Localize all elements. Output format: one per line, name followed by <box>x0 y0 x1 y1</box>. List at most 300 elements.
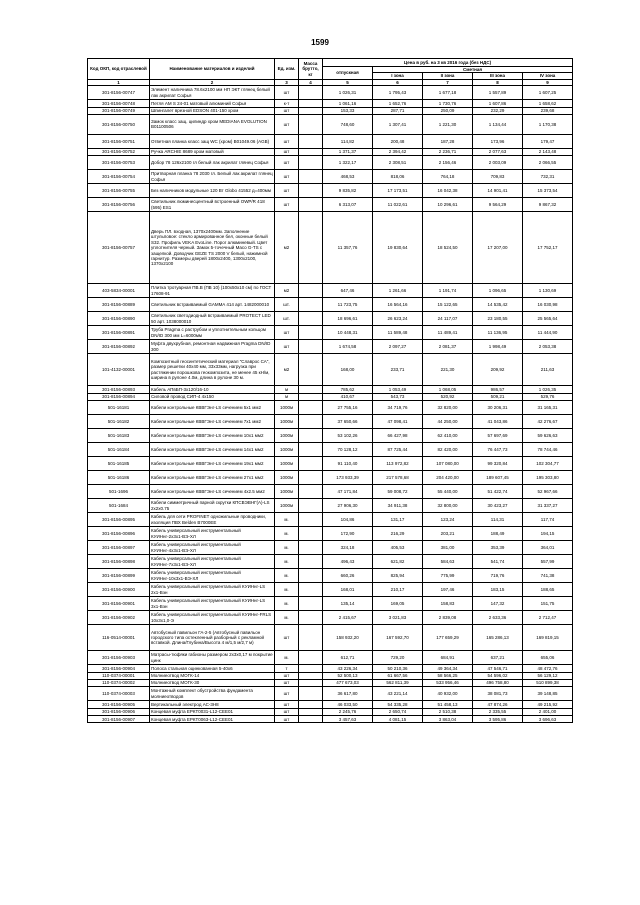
column-index: 2 <box>150 79 275 85</box>
column-index: 1 <box>88 79 150 85</box>
row-release-price: 43 226,34 <box>323 665 373 672</box>
row-zone-1-price: 2 097,27 <box>373 340 423 354</box>
row-release-price: 1 061,16 <box>323 100 373 107</box>
row-name: Петля AM S 24-01 матовый алюминий Софья <box>150 100 275 107</box>
row-unit: шт <box>275 134 299 148</box>
row-code: 301-8156-00747 <box>88 86 150 100</box>
row-mass <box>299 541 323 555</box>
row-mass <box>299 184 323 198</box>
row-unit: м2 <box>275 284 299 298</box>
row-zone-3-price: 38 081,73 <box>473 687 523 701</box>
row-zone-4-price: 2 066,55 <box>523 156 573 170</box>
row-name: Молниеотвод МОГК-30 <box>150 679 275 686</box>
row-mass <box>299 134 323 148</box>
row-name: Без наличников модульные 120 Вт Globo 41552 д=400мм <box>150 184 275 198</box>
row-unit: 1000м <box>275 485 299 499</box>
row-unit: м2 <box>275 212 299 284</box>
row-zone-3-price: 2 633,36 <box>473 611 523 625</box>
row-mass <box>299 708 323 715</box>
row-name: Ручка ARCHIE 8689 хром матовый <box>150 148 275 155</box>
row-code: 301-8156-00748 <box>88 100 150 107</box>
column-index: 9 <box>523 79 573 85</box>
row-zone-1-price: 2 308,51 <box>373 156 423 170</box>
row-zone-1-price: 66 427,98 <box>373 429 423 443</box>
row-release-price: 477 673,03 <box>323 679 373 686</box>
row-zone-3-price: 57 697,69 <box>473 429 523 443</box>
row-release-price: 104,86 <box>323 513 373 527</box>
row-mass <box>299 527 323 541</box>
row-zone-1-price: 26 623,24 <box>373 312 423 326</box>
row-unit: 1000м <box>275 499 299 513</box>
row-zone-2-price: 3 863,04 <box>423 716 473 723</box>
row-name: Плитка тротуарная ПВ.В (ПВ 10) (100х50х10 см) по ГОСТ 17608-91 <box>150 284 275 298</box>
row-zone-1-price: 216,29 <box>373 527 423 541</box>
row-mass <box>299 485 323 499</box>
row-zone-1-price: 200,48 <box>373 134 423 148</box>
row-mass <box>299 471 323 485</box>
row-release-price: 785,62 <box>323 386 373 393</box>
table-row <box>88 611 573 625</box>
column-index: 5 <box>323 79 373 85</box>
table-body <box>88 86 573 723</box>
row-unit: 1000м <box>275 401 299 415</box>
row-zone-2-price: 32 820,00 <box>423 401 473 415</box>
table-row <box>88 326 573 340</box>
row-unit: м. <box>275 527 299 541</box>
row-zone-1-price: 1 261,66 <box>373 284 423 298</box>
row-code: 301-8156-00891 <box>88 326 150 340</box>
row-zone-1-price: 11 589,48 <box>373 326 423 340</box>
row-zone-3-price: 1 096,65 <box>473 284 523 298</box>
row-zone-3-price: 1 607,86 <box>473 100 523 107</box>
row-zone-1-price: 50 210,36 <box>373 665 423 672</box>
row-zone-4-price: 56 129,12 <box>523 672 573 679</box>
row-zone-1-price: 113 972,82 <box>373 457 423 471</box>
row-zone-3-price: 147,32 <box>473 597 523 611</box>
row-zone-2-price: 58 566,25 <box>423 672 473 679</box>
row-release-price: 11 357,76 <box>323 212 373 284</box>
column-index: 4 <box>299 79 323 85</box>
row-name: Монтажный комплект обустройства фундамента молниеотводов <box>150 687 275 701</box>
row-mass <box>299 611 323 625</box>
row-name: Кабели контрольные КВВГЭнг-LS сечением 4х2.5 мм2 <box>150 485 275 499</box>
header-name: Наименование материалов и изделий <box>150 59 275 80</box>
row-zone-1-price: 3 021,83 <box>373 611 423 625</box>
header-zone-2: II зона <box>423 73 473 79</box>
row-name: Кабель универсальный инструментальный КУИНнг-LS 3х1-Вэн <box>150 597 275 611</box>
row-release-price: 27 906,30 <box>323 499 373 513</box>
row-unit: 1000м <box>275 443 299 457</box>
row-release-price: 37 650,66 <box>323 415 373 429</box>
table-row <box>88 212 573 284</box>
row-name: Концевая муфта ЕРКТ0063-L12-CEE01 <box>150 716 275 723</box>
table-row <box>88 457 573 471</box>
row-zone-2-price: 1 221,30 <box>423 114 473 134</box>
row-zone-3-price: 209,92 <box>473 354 523 386</box>
row-mass <box>299 340 323 354</box>
row-zone-3-price: 541,74 <box>473 555 523 569</box>
row-code: 301-8156-00893 <box>88 386 150 393</box>
row-name: Матрасы-тюфяки габионы размером 2х3х0,17 м покрытие цинк <box>151 652 273 663</box>
row-mass <box>299 148 323 155</box>
row-zone-2-price: 2 510,38 <box>423 708 473 715</box>
row-code: 301-8156-00900 <box>88 583 150 597</box>
table-row <box>88 485 573 499</box>
row-mass <box>299 687 323 701</box>
row-zone-1-price: 818,06 <box>373 170 423 184</box>
row-mass <box>299 298 323 312</box>
row-mass <box>299 597 323 611</box>
row-zone-4-price: 49 215,92 <box>523 701 573 708</box>
row-zone-2-price: 177 659,29 <box>423 625 473 651</box>
row-code: 301-8156-00895 <box>88 513 150 527</box>
row-code: 501-16181 <box>88 401 150 415</box>
row-zone-4-price: 1 026,35 <box>523 386 573 393</box>
row-release-price: 153,33 <box>323 107 373 114</box>
page-number: 1599 <box>311 38 329 47</box>
row-zone-1-price: 34 911,38 <box>373 499 423 513</box>
row-zone-1-price: 54 335,28 <box>373 701 423 708</box>
row-name: Силовой провод СИП-4 4х150 <box>150 393 275 400</box>
row-mass <box>299 415 323 429</box>
row-name: Кабель для сети PROFINET одножильные проводники, изоляция ПВХ Belden B7000EE <box>150 513 275 527</box>
row-zone-3-price: 183,15 <box>473 583 523 597</box>
row-mass <box>299 651 323 665</box>
row-code: 301-8156-00756 <box>88 198 150 212</box>
table-row <box>88 527 573 541</box>
row-mass <box>299 443 323 457</box>
row-mass <box>299 354 323 386</box>
row-code: 301-8156-00903 <box>88 651 150 665</box>
table-row <box>88 148 573 155</box>
row-name: Кабели контрольные КВВГЭнг-LS сечением 7х1 мм2 <box>150 415 275 429</box>
row-code: 301-8156-00907 <box>88 716 150 723</box>
row-zone-2-price: 221,30 <box>423 354 473 386</box>
row-unit: шт <box>275 701 299 708</box>
row-release-price: 660,26 <box>323 569 373 583</box>
row-zone-2-price: 62 410,00 <box>423 429 473 443</box>
row-code: 301-8156-00901 <box>88 597 150 611</box>
row-release-price: 1 026,31 <box>323 86 373 100</box>
row-zone-2-price: 16 042,38 <box>423 184 473 198</box>
row-unit: к-т <box>275 100 299 107</box>
row-zone-2-price: 1 677,18 <box>423 86 473 100</box>
row-code: 110-0374-00001 <box>88 672 150 679</box>
row-zone-1-price: 16 564,16 <box>373 298 423 312</box>
row-release-price: 135,14 <box>323 597 373 611</box>
row-release-price: 172,90 <box>323 527 373 541</box>
row-zone-3-price: 14 901,41 <box>473 184 523 198</box>
table-row <box>88 513 573 527</box>
row-name: Ответная планка класс защ WC (хром) B01049.06 (AGB) <box>150 134 275 148</box>
row-zone-4-price: 655,06 <box>523 651 573 665</box>
row-zone-1-price: 61 667,56 <box>373 672 423 679</box>
row-code: 301-8156-00904 <box>88 665 150 672</box>
row-name: Муфта двухрубная, ремонтная надвижная Pragma DN/ID 300 <box>150 340 275 354</box>
row-release-price: 1 322,17 <box>323 156 373 170</box>
row-unit: шт <box>275 170 299 184</box>
row-unit: шт <box>275 672 299 679</box>
row-code: 301-8156-00899 <box>88 569 150 583</box>
row-unit: м2 <box>275 354 299 386</box>
row-zone-3-price: 188,49 <box>473 527 523 541</box>
table-row <box>88 597 573 611</box>
table-row <box>88 170 573 184</box>
row-name: Шпингалет врезной EDSON 401-150 хром <box>150 107 275 114</box>
row-code: 301-8156-00896 <box>88 527 150 541</box>
table-row <box>88 393 573 400</box>
row-zone-4-price: 31 165,31 <box>523 401 573 415</box>
row-zone-3-price: 189 607,45 <box>473 471 523 485</box>
row-mass <box>299 401 323 415</box>
row-zone-1-price: 1 795,43 <box>373 86 423 100</box>
row-zone-2-price: 49 364,34 <box>423 665 473 672</box>
row-unit: м. <box>275 611 299 625</box>
row-unit: м. <box>275 569 299 583</box>
row-zone-2-price: 2 081,37 <box>423 340 473 354</box>
row-zone-4-price: 117,74 <box>523 513 573 527</box>
row-mass <box>299 393 323 400</box>
row-release-price: 36 617,80 <box>323 687 373 701</box>
row-zone-4-price: 211,63 <box>523 354 573 386</box>
table-row <box>88 625 573 651</box>
table-row <box>88 541 573 555</box>
row-zone-1-price: 59 008,72 <box>373 485 423 499</box>
row-code: 301-8156-00894 <box>88 393 150 400</box>
row-zone-1-price: 34 719,76 <box>373 401 423 415</box>
table-row <box>88 298 573 312</box>
row-zone-3-price: 23 180,55 <box>473 312 523 326</box>
row-zone-3-price: 9 564,29 <box>473 198 523 212</box>
row-unit: 1000м <box>275 457 299 471</box>
row-unit: м <box>275 393 299 400</box>
table-row <box>88 284 573 298</box>
row-name: Кабель универсальный инструментальный КУИНнг-4х3х1-ВЭ-ХЛ <box>150 541 275 555</box>
header-price-group: Цена в руб. на 3 кв 2016 года (без НДС) <box>323 59 573 67</box>
row-zone-4-price: 239,68 <box>523 107 573 114</box>
row-zone-1-price: 233,71 <box>373 354 423 386</box>
row-zone-4-price: 17 752,17 <box>523 212 573 284</box>
row-zone-3-price: 2 003,09 <box>473 156 523 170</box>
row-zone-4-price: 557,99 <box>523 555 573 569</box>
row-zone-4-price: 16 030,98 <box>523 298 573 312</box>
row-release-price: 647,46 <box>323 284 373 298</box>
row-code: 301-8156-00752 <box>88 148 150 155</box>
row-zone-3-price: 99 320,84 <box>473 457 523 471</box>
column-index: 3 <box>275 79 299 85</box>
row-unit: м. <box>275 555 299 569</box>
row-release-price: 6 313,07 <box>323 198 373 212</box>
row-release-price: 496,43 <box>323 555 373 569</box>
table-row <box>88 583 573 597</box>
row-unit: шт <box>275 326 299 340</box>
row-release-price: 2 245,76 <box>323 708 373 715</box>
row-release-price: 91 110,40 <box>323 457 373 471</box>
table-row <box>88 701 573 708</box>
row-zone-3-price: 719,76 <box>473 569 523 583</box>
row-zone-1-price: 4 081,15 <box>373 716 423 723</box>
row-unit: м. <box>275 583 299 597</box>
row-zone-2-price: 55 440,00 <box>423 485 473 499</box>
row-name: Замок класс защ. цилиндр хром MEDIANA EVOLUTION B01100506 <box>150 114 275 134</box>
row-unit: м. <box>275 597 299 611</box>
row-code: 301-8156-00892 <box>88 340 150 354</box>
row-zone-2-price: 44 250,00 <box>423 415 473 429</box>
row-zone-3-price: 3 595,86 <box>473 716 523 723</box>
row-zone-1-price: 405,53 <box>373 541 423 555</box>
table-row <box>88 415 573 429</box>
table-row <box>88 708 573 715</box>
row-zone-1-price: 131,17 <box>373 513 423 527</box>
row-code: 501-16183 <box>88 429 150 443</box>
row-zone-4-price: 195 303,80 <box>523 471 573 485</box>
row-mass <box>299 555 323 569</box>
row-code: 116-0514-00001 <box>88 625 150 651</box>
row-unit: шт. <box>275 312 299 326</box>
column-index: 8 <box>473 79 523 85</box>
row-code: 301-8156-00889 <box>88 298 150 312</box>
row-zone-2-price: 520,92 <box>423 393 473 400</box>
header-release-price: отпускная <box>323 67 373 80</box>
row-zone-3-price: 41 043,86 <box>473 415 523 429</box>
row-code: 403-5834-00001 <box>88 284 150 298</box>
row-zone-3-price: 232,29 <box>473 107 523 114</box>
row-zone-2-price: 15 122,65 <box>423 298 473 312</box>
row-name: Кабели контрольные КВВГЭнг-LS сечением 10х1 мм2 <box>150 429 275 443</box>
row-code: 301-8156-00754 <box>88 170 150 184</box>
row-zone-4-price: 25 565,64 <box>523 312 573 326</box>
row-unit: т <box>275 665 299 672</box>
row-zone-4-price: 39 148,85 <box>523 687 573 701</box>
row-release-price: 114,82 <box>323 134 373 148</box>
row-release-price: 70 128,12 <box>323 443 373 457</box>
row-name: Концевая муфта ЕРКТ0031-L12-CEE01 <box>150 708 275 715</box>
row-unit: шт <box>275 625 299 651</box>
header-estimate-price: Сметная <box>373 67 573 73</box>
header-unit: Ед. изм. <box>275 59 299 80</box>
row-zone-1-price: 287,71 <box>373 107 423 114</box>
table-row <box>88 716 573 723</box>
row-zone-3-price: 76 447,73 <box>473 443 523 457</box>
row-zone-1-price: 621,82 <box>373 555 423 569</box>
row-zone-2-price: 24 117,07 <box>423 312 473 326</box>
row-zone-2-price: 82 420,00 <box>423 443 473 457</box>
row-zone-2-price: 158,83 <box>423 597 473 611</box>
row-zone-2-price: 123,24 <box>423 513 473 527</box>
row-zone-3-price: 14 535,42 <box>473 298 523 312</box>
row-zone-3-price: 17 207,00 <box>473 212 523 284</box>
row-unit: шт <box>275 107 299 114</box>
row-zone-2-price: 203,21 <box>423 527 473 541</box>
row-zone-1-price: 217 578,68 <box>373 471 423 485</box>
table-row <box>88 312 573 326</box>
row-name: Кабель АПвБП-3х120/16-10 <box>150 386 275 393</box>
row-release-price: 18 696,61 <box>323 312 373 326</box>
row-mass <box>299 170 323 184</box>
row-zone-1-price: 169,05 <box>373 597 423 611</box>
row-name: Труба Pragma с раструбом и уплотнительным кольцом DN/ID 300 мм L=6000мм <box>150 326 275 340</box>
row-unit: шт <box>275 679 299 686</box>
row-unit: шт <box>275 198 299 212</box>
row-code: 110-0374-00003 <box>88 687 150 701</box>
row-code: 301-8156-00902 <box>88 611 150 625</box>
row-zone-2-price: 197,46 <box>423 583 473 597</box>
row-code: 301-8156-00753 <box>88 156 150 170</box>
row-zone-1-price: 2 650,74 <box>373 708 423 715</box>
row-zone-2-price: 107 080,00 <box>423 457 473 471</box>
row-unit: шт <box>275 687 299 701</box>
row-zone-2-price: 2 236,71 <box>423 148 473 155</box>
row-zone-4-price: 179,47 <box>523 134 573 148</box>
row-mass <box>299 212 323 284</box>
row-zone-4-price: 732,31 <box>523 170 573 184</box>
row-mass <box>299 569 323 583</box>
row-code: 501-16185 <box>88 457 150 471</box>
row-mass <box>299 429 323 443</box>
row-unit: шт <box>275 114 299 134</box>
row-name: Автобусный павильон ГА-2-5 (Автобусный павильон городского типа остекленный разборный с рекламной вставкой. Длина/Глубина/Высота 4 м/1,5 м/2,7 м) <box>150 625 275 651</box>
row-mass <box>299 679 323 686</box>
row-zone-1-price: 825,94 <box>373 569 423 583</box>
table-row <box>88 665 573 672</box>
row-name: Кабель универсальный инструментальный КУИНнг-FRLS 10х3х1,0-Э <box>150 611 275 625</box>
row-code: 301-8156-00898 <box>88 555 150 569</box>
row-mass <box>299 625 323 651</box>
row-zone-2-price: 684,91 <box>423 651 473 665</box>
row-name: Светильник встраиваемый GAMMA 414 арт. 1482000010 <box>150 298 275 312</box>
row-zone-2-price: 1 730,76 <box>423 100 473 107</box>
row-release-price: 324,18 <box>323 541 373 555</box>
row-mass <box>299 386 323 393</box>
row-name: Притворная планка 78 2030 гл. Белый лак акрилат глянец Софья <box>151 171 273 182</box>
row-zone-1-price: 43 221,14 <box>373 687 423 701</box>
row-zone-2-price: 11 489,41 <box>423 326 473 340</box>
row-zone-4-price: 48 472,76 <box>523 665 573 672</box>
row-mass <box>299 701 323 708</box>
row-zone-4-price: 59 626,63 <box>523 429 573 443</box>
row-unit: м. <box>275 513 299 527</box>
row-release-price: 173 933,39 <box>323 471 373 485</box>
row-name: Элемент наличника 78.6х2100 мм НП ЭКТ глянец белый лак акрилат Софья <box>150 86 275 100</box>
row-mass <box>299 499 323 513</box>
row-zone-4-price: 3 696,63 <box>523 716 573 723</box>
row-zone-2-price: 204 420,00 <box>423 471 473 485</box>
row-release-price: 11 723,75 <box>323 298 373 312</box>
row-zone-4-price: 52 967,66 <box>523 485 573 499</box>
row-unit: 1000м <box>275 471 299 485</box>
row-name: Кабель универсальный инструментальный КУИНнг-10х3х1-ВЭ-ХЛ <box>150 569 275 583</box>
row-zone-3-price: 51 422,74 <box>473 485 523 499</box>
row-unit: 1000м <box>275 415 299 429</box>
row-name: Светильник светодиодный встраиваемый PROTECT LED 50 арт. 1038000010 <box>150 312 275 326</box>
row-mass <box>299 326 323 340</box>
row-unit: 1000м <box>275 429 299 443</box>
row-code: 301-8156-00755 <box>88 184 150 198</box>
table-row <box>88 555 573 569</box>
row-zone-1-price: 1 307,41 <box>373 114 423 134</box>
row-zone-1-price: 11 022,61 <box>373 198 423 212</box>
row-release-price: 168,00 <box>323 354 373 386</box>
row-zone-1-price: 2 394,42 <box>373 148 423 155</box>
row-zone-4-price: 510 899,38 <box>523 679 573 686</box>
row-zone-4-price: 364,01 <box>523 541 573 555</box>
row-zone-4-price: 2 053,38 <box>523 340 573 354</box>
row-mass <box>299 672 323 679</box>
row-zone-4-price: 11 444,90 <box>523 326 573 340</box>
row-name: Полоса стальная оцинкованная 5-40х6 <box>150 665 275 672</box>
table-row <box>88 401 573 415</box>
header-code: Код ОКП, код отраслевой <box>88 59 150 80</box>
